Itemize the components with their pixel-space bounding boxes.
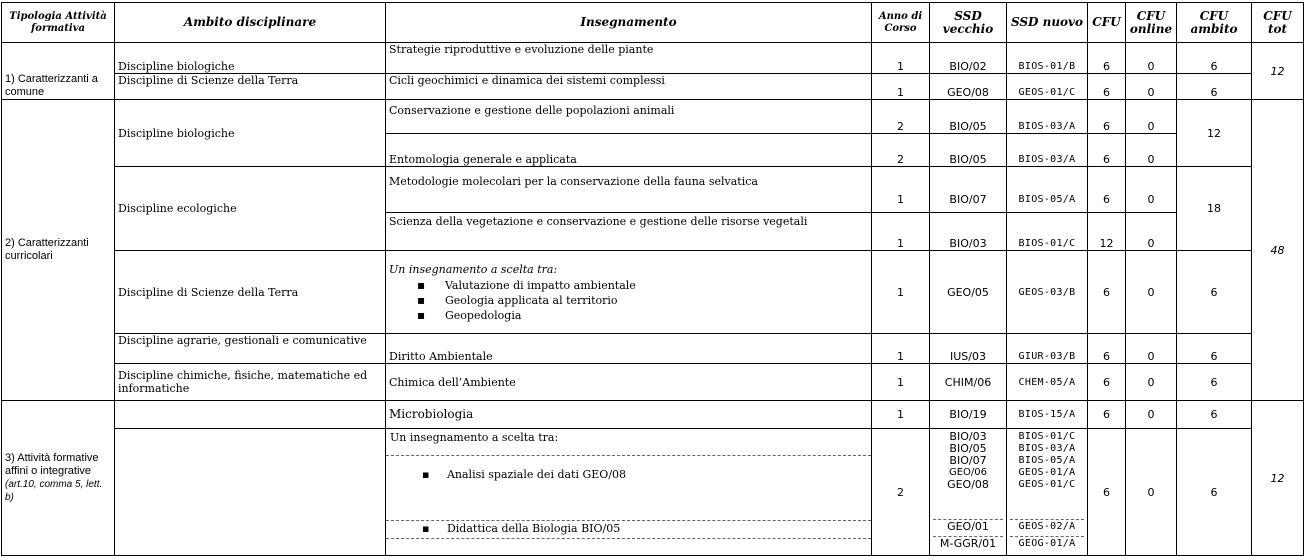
cfu-online-cell: 0 <box>1126 364 1177 401</box>
ssd-nuovo-cell: CHEM-05/A <box>1007 364 1088 401</box>
ssd-nuovo-cell: BIOS-03/A <box>1007 134 1088 167</box>
ambito-cell: Discipline biologiche <box>115 43 386 74</box>
cfu-ambito-cell: 6 <box>1177 74 1252 100</box>
choice-intro: Un insegnamento a scelta tra: <box>389 263 558 276</box>
table-row <box>2 74 1304 100</box>
empty-line <box>386 538 871 555</box>
choice-intro: Un insegnamento a scelta tra: <box>386 429 871 456</box>
ssd-nuovo-cell <box>1007 429 1088 556</box>
ssd-vecchio-cell: GEO/05 <box>930 251 1007 334</box>
anno-cell: 1 <box>872 213 930 251</box>
ssd-vecchio-cell: BIO/07 <box>930 167 1007 213</box>
cfu-online-cell: 0 <box>1126 167 1177 213</box>
cfu-cell: 6 <box>1088 43 1126 74</box>
table-row <box>2 167 1304 213</box>
ssd-vecchio-cell: BIO/05 <box>930 134 1007 167</box>
choice-list <box>417 278 868 323</box>
cfu-ambito-cell: 12 <box>1177 100 1252 167</box>
list-item: GEOG-01/A <box>1010 536 1084 553</box>
table-row <box>2 429 1304 556</box>
ssd-vecchio-cell: GEO/08 <box>930 74 1007 100</box>
list-item: GEOS-01/A <box>1018 467 1076 478</box>
cfu-online-cell: 0 <box>1126 43 1177 74</box>
header-anno: Anno di Corso <box>872 3 930 43</box>
ambito-cell: Discipline chimiche, fisiche, matematiche ed informatiche <box>115 364 386 401</box>
list-item: GEO/06 <box>948 467 988 478</box>
choice-option-didattica <box>386 520 871 538</box>
list-item: GEO/08 <box>947 478 989 491</box>
anno-cell: 2 <box>872 134 930 167</box>
ssd-vecchio-cell <box>930 429 1007 556</box>
option-label: Didattica della Biologia BIO/05 <box>446 522 621 535</box>
option-label: Analisi spaziale dei dati GEO/08 <box>446 468 627 481</box>
ssd-nuovo-cell: BIOS-05/A <box>1007 167 1088 213</box>
cfu-online-cell: 0 <box>1126 334 1177 364</box>
header-ambito: Ambito disciplinare <box>115 3 386 43</box>
tipologia-cell: 2) Caratterizzanti curricolari <box>2 100 115 401</box>
ssd-nuovo-list <box>1010 431 1084 519</box>
header-cfu-ambito: CFU ambito <box>1177 3 1252 43</box>
choice-option-analisi <box>386 456 871 520</box>
cfu-online-cell: 0 <box>1126 429 1177 556</box>
list-item: GEOS-02/A <box>1010 519 1084 536</box>
cfu-cell: 6 <box>1088 251 1126 334</box>
ambito-cell: Discipline agrarie, gestionali e comunicative <box>115 334 386 364</box>
header-cfu-online: CFU online <box>1126 3 1177 43</box>
table-row <box>2 100 1304 134</box>
header-cfu: CFU <box>1088 3 1126 43</box>
list-item: ▪ Geologia applicata al territorio <box>417 293 868 308</box>
ssd-vecchio-cell: BIO/19 <box>930 401 1007 429</box>
anno-cell: 1 <box>872 251 930 334</box>
list-item: BIO/03 <box>949 430 987 443</box>
cfu-online-cell: 0 <box>1126 251 1177 334</box>
ambito-cell: Discipline di Scienze della Terra <box>115 251 386 334</box>
header-cfu-tot: CFU tot <box>1252 3 1304 43</box>
insegnamento-cell: Scienza della vegetazione e conservazione e gestione delle risorse vegetali <box>386 213 872 251</box>
curriculum-table <box>1 2 1304 556</box>
list-item: BIOS-01/C <box>1018 431 1076 442</box>
cfu-cell: 12 <box>1088 213 1126 251</box>
header-row <box>2 3 1304 43</box>
anno-cell: 1 <box>872 74 930 100</box>
table-row <box>2 364 1304 401</box>
tipologia-cell: 1) Caratterizzanti a comune <box>2 43 115 100</box>
ssd-nuovo-cell: GEOS-03/B <box>1007 251 1088 334</box>
ambito-cell <box>115 429 386 556</box>
list-item: GEO/01 <box>933 519 1003 536</box>
table-row <box>2 251 1304 334</box>
anno-cell: 1 <box>872 334 930 364</box>
cfu-cell: 6 <box>1088 167 1126 213</box>
cfu-cell: 6 <box>1088 429 1126 556</box>
table-row <box>2 43 1304 74</box>
cfu-tot-cell: 48 <box>1252 100 1304 401</box>
cfu-cell: 6 <box>1088 74 1126 100</box>
cfu-online-cell: 0 <box>1126 100 1177 134</box>
cfu-ambito-cell: 6 <box>1177 43 1252 74</box>
list-item: ▪ Geopedologia <box>417 308 868 323</box>
insegnamento-cell: Cicli geochimici e dinamica dei sistemi complessi <box>386 74 872 100</box>
ssd-nuovo-cell: BIOS-03/A <box>1007 100 1088 134</box>
cfu-cell: 6 <box>1088 334 1126 364</box>
ssd-vecchio-cell: CHIM/06 <box>930 364 1007 401</box>
ssd-vecchio-cell: BIO/03 <box>930 213 1007 251</box>
cfu-cell: 6 <box>1088 134 1126 167</box>
ambito-cell: Discipline biologiche <box>115 100 386 167</box>
insegnamento-cell: Chimica dell’Ambiente <box>386 364 872 401</box>
insegnamento-cell: Strategie riproduttive e evoluzione delle piante <box>386 43 872 74</box>
cfu-online-cell: 0 <box>1126 134 1177 167</box>
insegnamento-cell: Conservazione e gestione delle popolazioni animali <box>386 100 872 134</box>
cfu-ambito-cell: 6 <box>1177 401 1252 429</box>
header-tipologia: Tipologia Attività formativa <box>2 3 115 43</box>
ambito-cell: Discipline ecologiche <box>115 167 386 251</box>
list-item: M-GGR/01 <box>933 536 1003 553</box>
ssd-nuovo-cell: BIOS-01/B <box>1007 43 1088 74</box>
ssd-nuovo-cell: BIOS-15/A <box>1007 401 1088 429</box>
cfu-cell: 6 <box>1088 100 1126 134</box>
cfu-ambito-cell: 6 <box>1177 429 1252 556</box>
cfu-ambito-cell: 6 <box>1177 364 1252 401</box>
table-row <box>2 401 1304 429</box>
list-item: BIOS-05/A <box>1018 455 1076 466</box>
tipologia-cell <box>2 401 115 556</box>
ambito-cell: Discipline di Scienze della Terra <box>115 74 386 100</box>
ssd-vecchio-cell: BIO/05 <box>930 100 1007 134</box>
anno-cell: 1 <box>872 43 930 74</box>
bullet-icon: ▪ <box>422 468 430 481</box>
anno-cell: 1 <box>872 167 930 213</box>
list-item: BIOS-03/A <box>1018 443 1076 454</box>
table-row <box>2 334 1304 364</box>
ssd-nuovo-cell: BIOS-01/C <box>1007 213 1088 251</box>
cfu-ambito-cell: 6 <box>1177 334 1252 364</box>
cfu-ambito-cell: 18 <box>1177 167 1252 251</box>
cfu-ambito-cell: 6 <box>1177 251 1252 334</box>
ambito-cell <box>115 401 386 429</box>
cfu-tot-cell: 12 <box>1252 401 1304 556</box>
cfu-cell: 6 <box>1088 401 1126 429</box>
tipologia-label: 3) Attività formative affini o integrative <box>5 452 99 477</box>
ssd-nuovo-cell: GIUR-03/B <box>1007 334 1088 364</box>
list-item: BIO/05 <box>949 442 987 455</box>
cfu-online-cell: 0 <box>1126 401 1177 429</box>
bullet-icon: ▪ <box>422 522 430 535</box>
insegnamento-cell <box>386 429 872 556</box>
list-item: BIO/07 <box>949 454 987 467</box>
anno-cell: 1 <box>872 364 930 401</box>
header-ssd-nuovo: SSD nuovo <box>1007 3 1088 43</box>
ssd-vecchio-list <box>933 431 1003 519</box>
anno-cell: 2 <box>872 429 930 556</box>
anno-cell: 1 <box>872 401 930 429</box>
insegnamento-cell: Metodologie molecolari per la conservazione della fauna selvatica <box>386 167 872 213</box>
list-item: ▪ Valutazione di impatto ambientale <box>417 278 868 293</box>
insegnamento-cell: Entomologia generale e applicata <box>386 134 872 167</box>
cfu-cell: 6 <box>1088 364 1126 401</box>
header-ssd-vecchio: SSD vecchio <box>930 3 1007 43</box>
anno-cell: 2 <box>872 100 930 134</box>
insegnamento-cell: Diritto Ambientale <box>386 334 872 364</box>
insegnamento-cell: Microbiologia <box>386 401 872 429</box>
cfu-online-cell: 0 <box>1126 74 1177 100</box>
ssd-nuovo-cell: GEOS-01/C <box>1007 74 1088 100</box>
tipologia-note: (art.10, comma 5, lett. b) <box>5 479 103 503</box>
insegnamento-cell <box>386 251 872 334</box>
cfu-online-cell: 0 <box>1126 213 1177 251</box>
header-insegnamento: Insegnamento <box>386 3 872 43</box>
ssd-vecchio-cell: IUS/03 <box>930 334 1007 364</box>
ssd-vecchio-cell: BIO/02 <box>930 43 1007 74</box>
list-item: GEOS-01/C <box>1018 479 1076 490</box>
cfu-tot-cell: 12 <box>1252 43 1304 100</box>
